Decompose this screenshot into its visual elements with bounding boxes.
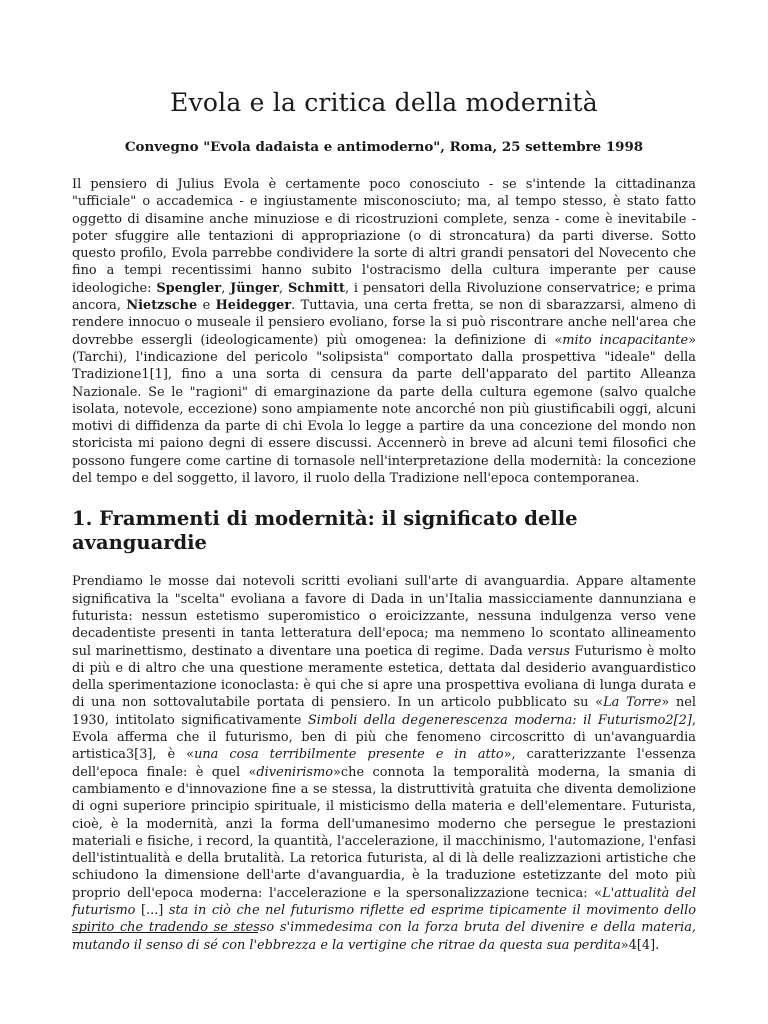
section-text: [...] <box>135 902 169 918</box>
italic-quote: sta in ciò che nel futurismo riflette ed esprime tipicamente il movimento dello spirito che tradendo se stesso s'immedesima con la forza bruta del divenire e della materia, mutando il senso di sé con l'ebbrezza e la vertigine che ritrae da questa sua perdita <box>72 902 697 953</box>
intro-text: , i pensatori della Rivoluzione conservatrice; e prima ancora, <box>72 280 696 314</box>
section-text: » nel 1930, intitolato significativamente <box>72 695 696 728</box>
intro-text: Il pensiero di Julius Evola è certamente poco conosciuto - se s'intende la cittadinanza "ufficiale" o accademica - e ingiustamente misconosciuto; ma, al tempo stesso, è stato fatto oggetto di disamine anche minuziose e di ricostruzioni complete, senza - come è inevitabile - poter sfuggire alle tentazioni di appropriazione (o di stroncatura) da parti diverse. Sotto questo profilo, Evola parrebbe condividere la sorte di altri grandi pensatori del Novecento che fino a tempi recentissimi hanno subito l'ostracismo della cultura imperante per cause ideologiche: <box>72 177 696 296</box>
section-text: Prendiamo le mosse dai notevoli scritti evoliani sull'arte di avanguardia. Appare altamente significativa la "scelta" evoliana a favore di Dada in un'Italia massicciamente dannunziana e futurista: nessun estetismo superomistico o eroicizzante, nessuna indulgenza verso vene decadentiste presenti in tanta letteratura dell'epoca; ma nemmeno lo scontato allineamento sul marinettismo, destinato a diventare una poetica di regime. Dada <box>72 574 696 659</box>
name-nietzsche: Nietzsche <box>126 298 198 314</box>
name-spengler: Spengler <box>156 280 222 296</box>
section-text: », caratterizzante l'essenza dell'epoca finale: è quel « <box>72 747 696 780</box>
italic-article-title: Simboli della degenerescenza moderna: il Futurismo2[2] <box>307 712 692 728</box>
footnote-separator <box>72 932 258 933</box>
document-subtitle: Convegno "Evola dadaista e antimoderno", Roma, 25 settembre 1998 <box>124 139 644 155</box>
italic-versus: versus <box>527 643 570 659</box>
intro-text: , <box>279 280 288 296</box>
intro-text: e <box>197 298 216 314</box>
section-text: »che connota la temporalità moderna, la smania di cambiamento e d'innovazione fine a se stessa, la distruttività gratuita che diventa demolizione di ogni superiore principio spirituale, il misticismo della materia e dell'elementare. Futurista, cioè, è la modernità, anzi la forma dell'umanesimo moderno che persegue le prestazioni materiali e fisiche, i record, la quantità, l'accelerazione, il macchinismo, l'automazione, l'enfasi dell'istintualità e della brutalità. La retorica futurista, al di là delle realizzazioni artistiche che schiudono la dimensione dell'arte d'avanguardia, è la traduzione estetizzante del moto più proprio dell'epoca moderna: l'accelerazione e la spersonalizzazione tecnica: « <box>72 764 696 901</box>
document-title: Evola e la critica della modernità <box>170 88 598 117</box>
section-heading: 1. Frammenti di modernità: il significato delle avanguardie <box>72 507 578 555</box>
section-text: Futurismo è molto di più e di altro che una questione meramente estetica, dettata dal desiderio avanguardistico della sperimentazione iconoclasta: è qui che si apre una prospettiva evoliana di lunga durata e di una non sottovalutabile portata di pensiero. In un articolo pubblicato su « <box>72 643 696 711</box>
italic-journal: La Torre <box>603 695 662 711</box>
intro-text: » (Tarchi), l'indicazione del pericolo "solipsista" comportato dalla prospettiva "ideale" della Tradizione1[1], fino a una sorta di censura da parte dell'apparato del partito Alleanza Nazionale. Se le "ragioni" di emarginazione da parte della cultura egemone (salvo qualche isolata, notevole, eccezione) sono ampiamente note ancorché non più giustificabili oggi, alcuni motivi di diffidenza da parte di chi Evola lo legge a partire da una concezione del mondo non storicista mi paiono degni di essere discussi. Accennerò in breve ad alcuni temi filosofici che possono fungere come cartine di tornasole nell'interpretazione della modernità: la concezione del tempo e del soggetto, il lavoro, il ruolo della Tradizione nell'epoca contemporanea. <box>72 332 696 487</box>
name-schmitt: Schmitt <box>287 280 345 296</box>
italic-quote: mito incapacitante <box>562 332 689 348</box>
section-text: , Evola afferma che il futurismo, ben di più che fenomeno circoscritto di un'avanguardia artistica3[3], è « <box>72 712 697 763</box>
intro-text: . Tuttavia, una certa fretta, se non di sbarazzarsi, almeno di rendere innocuo o museale il pensiero evoliano, forse la si può riscontrare anche nell'area che dovrebbe essergli (ideologicamente) più omogenea: la definizione di « <box>72 298 697 348</box>
italic-term: divenirismo <box>256 764 334 780</box>
italic-quote: L'attualità del futurismo <box>72 885 696 918</box>
section-text: »4[4]. <box>620 937 660 953</box>
section-paragraph <box>72 573 696 954</box>
name-heidegger: Heidegger <box>215 298 292 314</box>
italic-quote: una cosa terribilmente presente e in atto <box>194 747 504 763</box>
name-junger: Jünger <box>230 280 280 296</box>
intro-paragraph <box>72 176 696 487</box>
intro-text: , <box>221 280 231 296</box>
